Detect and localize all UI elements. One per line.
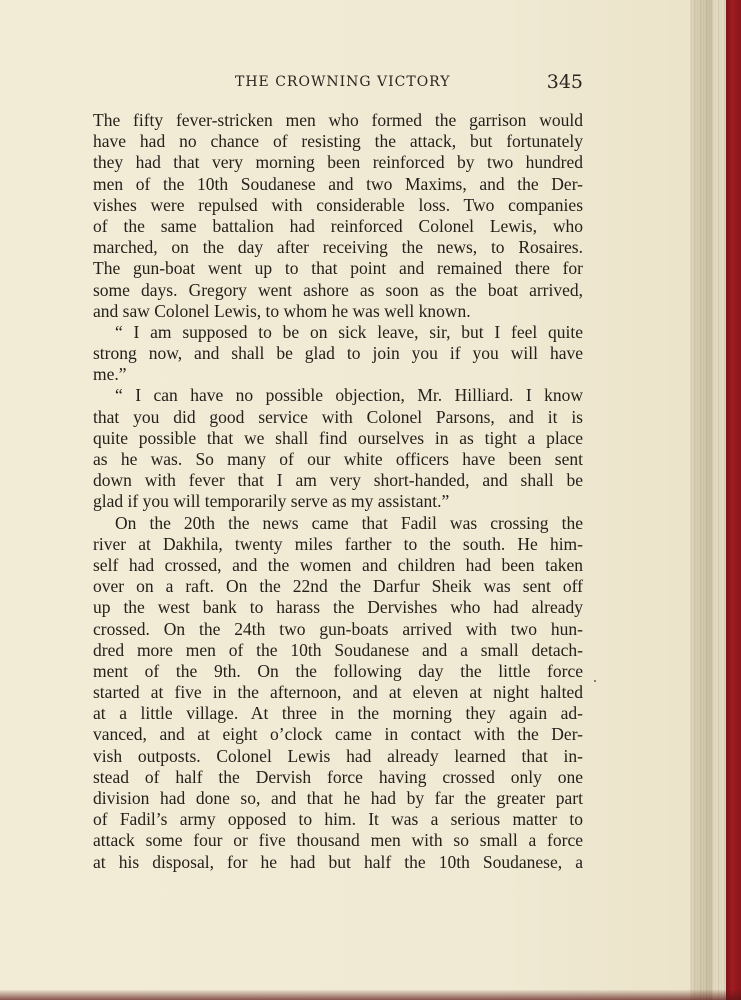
text-line: ment of the 9th. On the following day the little force <box>93 660 583 681</box>
text-line: and saw Colonel Lewis, to whom he was well known. <box>93 300 471 321</box>
text-line: some days. Gregory went ashore as soon as the boat arrived, <box>93 279 583 300</box>
text-line: self had crossed, and the women and children had been taken <box>93 554 583 575</box>
text-line: at his disposal, for he had but half the 10th Soudanese, a <box>93 851 583 872</box>
text-line: over on a raft. On the 22nd the Darfur Sheik was sent off <box>93 576 583 597</box>
text-line: men of the 10th Soudanese and two Maxims, and the Der- <box>93 173 583 194</box>
text-line: vish outposts. Colonel Lewis had already learned that in- <box>93 745 583 766</box>
page-number: 345 <box>546 71 583 93</box>
text-line: at a little village. At three in the morning they again ad- <box>93 703 583 724</box>
text-line: strong now, and shall be glad to join you if you will have <box>93 343 583 364</box>
text-line: of Fadil’s army opposed to him. It was a serious matter to <box>93 809 583 830</box>
text-line: On the 20th the news came that Fadil was crossing the <box>115 512 583 533</box>
text-line: The fifty fever-stricken men who formed the garrison would <box>93 110 583 130</box>
text-line: marched, on the day after receiving the news, to Rosaires. <box>93 237 583 258</box>
text-line: vishes were repulsed with considerable loss. Two companies <box>93 194 583 215</box>
text-line: quite possible that we shall find ourselves in as tight a place <box>93 427 583 448</box>
running-title: THE CROWNING VICTORY <box>235 74 451 90</box>
ink-speck <box>594 680 596 682</box>
text-line: started at five in the afternoon, and at eleven at night halted <box>93 682 583 703</box>
text-line: “ I can have no possible objection, Mr. Hilliard. I know <box>115 385 583 406</box>
text-line: dred more men of the 10th Soudanese and a small detach- <box>93 639 583 660</box>
text-line: me.” <box>93 364 127 385</box>
text-line: attack some four or five thousand men with so small a force <box>93 830 583 851</box>
text-line: stead of half the Dervish force having crossed only one <box>93 766 583 787</box>
text-line: they had that very morning been reinforced by two hundred <box>93 152 583 173</box>
text-line: glad if you will temporarily serve as my assistant.” <box>93 491 450 512</box>
running-head <box>93 71 583 96</box>
text-line: have had no chance of resisting the attack, but fortunately <box>93 131 583 152</box>
gutter-shadow <box>690 0 712 1000</box>
text-line: division had done so, and that he had by far the greater part <box>93 788 583 808</box>
text-line: down with fever that I am very short-handed, and shall be <box>93 470 583 491</box>
text-line: that you did good service with Colonel Parsons, and it is <box>93 406 583 427</box>
book-cover-edge <box>726 0 741 1000</box>
body-text <box>93 110 583 873</box>
text-line: as he was. So many of our white officers have been sent <box>93 449 583 469</box>
text-line: “ I am supposed to be on sick leave, sir, but I feel quite <box>115 321 583 342</box>
text-line: vanced, and at eight o’clock came in contact with the Der- <box>93 724 583 745</box>
text-line: up the west bank to harass the Dervishes who had already <box>93 597 583 618</box>
text-line: crossed. On the 24th two gun-boats arrived with two hun- <box>93 618 583 639</box>
text-line: The gun-boat went up to that point and remained there for <box>93 258 583 279</box>
bottom-edge <box>0 990 741 1000</box>
text-line: river at Dakhila, twenty miles farther to the south. He him- <box>93 533 583 554</box>
text-line: of the same battalion had reinforced Colonel Lewis, who <box>93 215 583 236</box>
